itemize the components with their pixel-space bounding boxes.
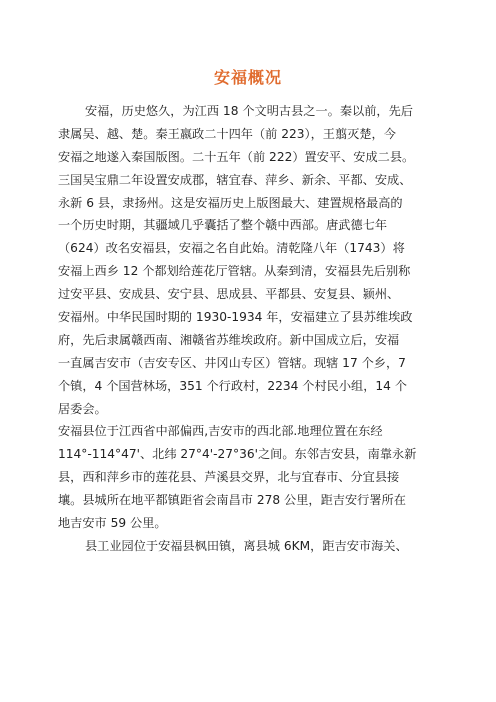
text-line: 安福，历史悠久，为江西 18 个文明古县之一。秦以前，先后 <box>85 104 413 118</box>
text-line: 府，先后隶属赣西南、湘赣省苏维埃政府。新中国成立后，安福 <box>58 332 400 347</box>
text-line: 地吉安市 59 公里。 <box>58 516 167 531</box>
text-line: 安福上西乡 12 个都划给莲花厅管辖。从秦到清，安福县先后别称 <box>58 264 411 279</box>
text-line: 隶属吴、越、楚。秦王嬴政二十四年（前 223），王翦灭楚，今 <box>58 126 396 141</box>
text-line: 安福州。中华民国时期的 1930-1934 年，安福建立了县苏维埃政 <box>58 310 413 325</box>
text-line: 壤。县城所在地平都镇距省会南昌市 278 公里，距吉安行署所在 <box>58 493 406 508</box>
text-line: 一个历史时期，其疆域几乎囊括了整个赣中西部。唐武德七年 <box>58 218 388 233</box>
text-line: 永新 6 县，隶扬州。这是安福历史上版图最大、建置规格最高的 <box>58 195 403 210</box>
text-line: 三国吴宝鼎二年设置安成郡，辖宜春、萍乡、新余、平都、安成、 <box>58 172 412 187</box>
text-line: 安福县位于江西省中部偏西,吉安市的西北部.地理位置在东经 <box>58 424 383 439</box>
text-line: 个镇，4 个国营林场，351 个行政村，2234 个村民小组，14 个 <box>58 378 407 393</box>
paragraph <box>58 100 442 420</box>
paragraph <box>58 535 442 558</box>
text-line: 安福之地遂入秦国版图。二十五年（前 222）置安平、安成二县。 <box>58 149 415 164</box>
text-line: 一直属吉安市（吉安专区、井冈山专区）管辖。现辖 17 个乡，7 <box>58 355 406 370</box>
document-body <box>58 100 442 558</box>
text-line: 114°-114°47'、北纬 27°4'-27°36'之间。东邻吉安县，南靠永新 <box>58 447 417 462</box>
text-line: 县，西和萍乡市的莲花县、芦溪县交界，北与宜春市、分宜县接 <box>58 470 400 485</box>
text-line: 居委会。 <box>58 401 107 416</box>
text-line: （624）改名安福县，安福之名自此始。清乾隆八年（1743）将 <box>58 241 405 256</box>
document-title: 安福概况 <box>213 68 282 87</box>
text-line: 过安平县、安成县、安宁县、思成县、平都县、安复县、颍州、 <box>58 287 400 302</box>
paragraph <box>58 420 442 534</box>
text-line: 县工业园位于安福县枫田镇，离县城 6KM，距吉安市海关、 <box>85 538 408 553</box>
